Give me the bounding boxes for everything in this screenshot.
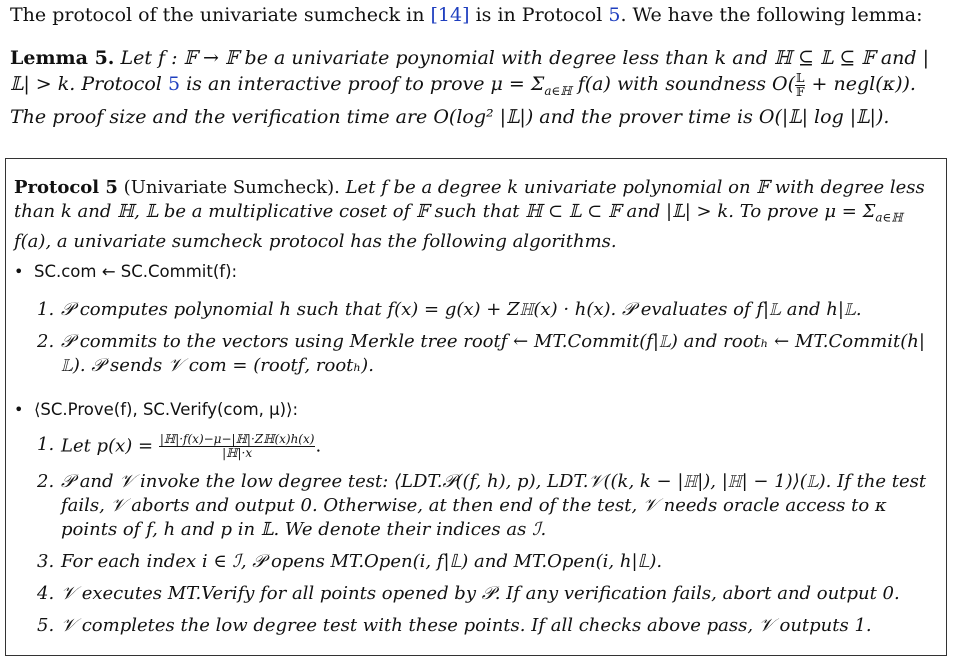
p-frac-num: |ℍ|·f(x)−μ−|ℍ|·Zℍ(x)h(x) — [159, 432, 315, 446]
prove-step-1-lead: Let p(x) = — [61, 435, 159, 457]
protocol-desc: Let f be a degree k univariate polynomial on 𝔽 with degree less than k and ℍ, 𝕃 be a multiplicative coset of 𝔽 such that ℍ ⊂ 𝕃 ⊂ 𝔽 and |𝕃| > k. To prove μ = Σ — [14, 177, 925, 222]
citation-link[interactable]: [14] — [430, 4, 470, 26]
step-number: 2. — [37, 471, 55, 492]
prove-section — [14, 398, 298, 422]
protocol-desc-end: f(a), a univariate sumcheck protocol has the following algorithms. — [14, 230, 617, 252]
commit-step-1 — [37, 298, 941, 322]
prove-step-1 — [37, 432, 941, 460]
prove-step-1-end: . — [315, 435, 322, 457]
commit-step-2 — [37, 330, 941, 378]
lemma-block — [10, 45, 946, 130]
lemma-text-d: + negl(κ)). The proof size and the verification time are O(log² |𝕃|) and the prover time is O(|𝕃| log |𝕃|). — [10, 73, 916, 128]
lemma-frac-den: 𝔽 — [796, 84, 805, 99]
protocol-ref-link[interactable]: 5 — [608, 4, 621, 26]
prove-step-5 — [37, 614, 941, 638]
step-number: 3. — [37, 551, 55, 572]
commit-header: SC.com ← SC.Commit(f): — [34, 262, 238, 281]
prove-step-2-text: 𝒫 and 𝒱 invoke the low degree test: ⟨LDT.𝒫((f, h), p), LDT.𝒱((k, k − |ℍ|), |ℍ| − 1)⟩(𝕃). If the test fails, 𝒱 aborts and output 0. Otherwise, at then end of the test, 𝒱 needs oracle access to κ points of f, h and p in 𝕃. We denote their indices as ℐ. — [61, 471, 927, 540]
step-number: 1. — [37, 299, 55, 320]
protocol-title: (Univariate Sumcheck). — [117, 177, 340, 198]
p-of-x-fraction — [159, 433, 316, 460]
protocol-box — [5, 158, 947, 656]
p-frac-den: |ℍ|·x — [222, 446, 253, 460]
lemma-text-b: is an interactive proof to prove μ = Σ — [180, 73, 545, 95]
lemma-frac-num: 𝕃 — [796, 70, 805, 85]
protocol-header — [14, 176, 938, 254]
lemma-sum-subscript: a∈ℍ — [544, 83, 572, 98]
step-number: 1. — [37, 434, 55, 455]
commit-step-2-text: 𝒫 commits to the vectors using Merkle tree rootƒ ← MT.Commit(f|𝕃) and rootₕ ← MT.Commit(h|𝕃). 𝒫 sends 𝒱 com = (rootƒ, rootₕ). — [61, 331, 925, 376]
step-number: 4. — [37, 583, 55, 604]
prove-header: ⟨SC.Prove(f), SC.Verify(com, μ)⟩: — [34, 400, 299, 419]
lemma-text-a: Let f : 𝔽 → 𝔽 be a univariate poynomial with degree less than k and ℍ ⊆ 𝕃 ⊆ 𝔽 and |𝕃| > k. Protocol — [10, 47, 930, 95]
prove-step-2 — [37, 470, 941, 542]
step-number: 5. — [37, 615, 55, 636]
prove-step-3-text: For each index i ∈ ℐ, 𝒫 opens MT.Open(i, f|𝕃) and MT.Open(i, h|𝕃). — [61, 551, 663, 572]
lemma-label: Lemma 5. — [10, 47, 115, 69]
prove-step-3 — [37, 550, 941, 574]
commit-step-1-text: 𝒫 computes polynomial h such that f(x) = g(x) + Zℍ(x) · h(x). 𝒫 evaluates of f|𝕃 and h|𝕃. — [61, 299, 862, 320]
protocol-label: Protocol 5 — [14, 177, 118, 198]
prove-step-4-text: 𝒱 executes MT.Verify for all points opened by 𝒫. If any verification fails, abort and output 0. — [61, 583, 900, 604]
step-number: 2. — [37, 331, 55, 352]
protocol-sum-subscript: a∈ℍ — [875, 210, 903, 225]
prove-step-4 — [37, 582, 941, 606]
lemma-text-c: f(a) with soundness O( — [571, 73, 796, 95]
lemma-protocol-ref-link[interactable]: 5 — [167, 73, 181, 95]
intro-paragraph — [10, 4, 922, 26]
intro-text-middle: is in Protocol — [469, 4, 609, 26]
intro-text-end: . We have the following lemma: — [620, 4, 923, 26]
bullet-prove: • — [14, 400, 24, 419]
commit-section — [14, 260, 237, 284]
bullet-commit: • — [14, 262, 24, 281]
intro-text-start: The protocol of the univariate sumcheck in — [10, 4, 431, 26]
lemma-fraction — [795, 72, 805, 99]
prove-step-5-text: 𝒱 completes the low degree test with these points. If all checks above pass, 𝒱 outputs 1. — [61, 615, 872, 636]
